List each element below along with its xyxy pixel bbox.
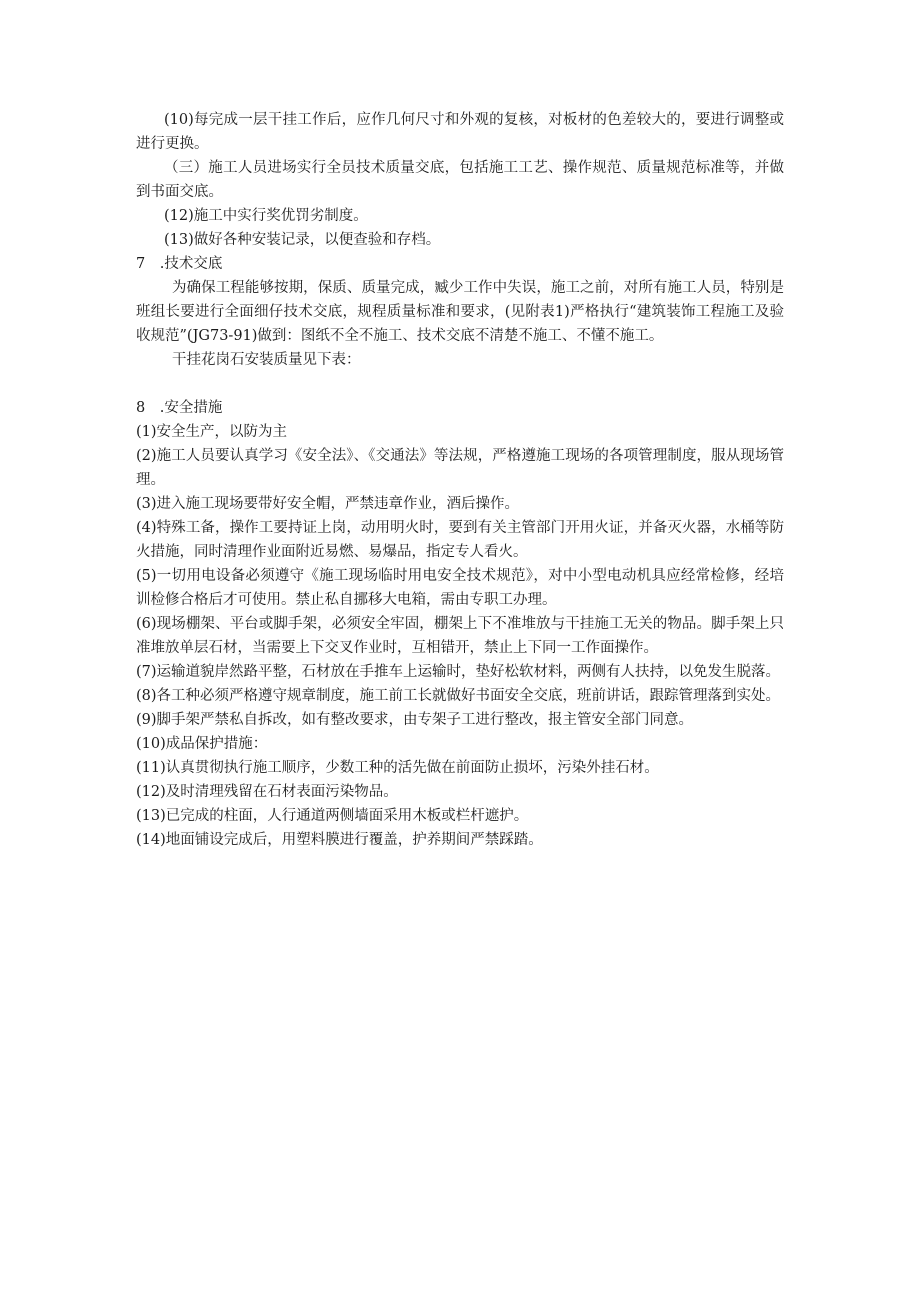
- section-7-paragraph: 为确保工程能够按期，保质、质量完成，臧少工作中失误，施工之前，对所有施工人员，特别是班组长要进行全面细仔技术交底，规程质量标准和要求，(见附表1)严格执行“建筑装饰工程施工及验收规范”(JG73-91)做到：图纸不全不施工、技术交底不清楚不施工、不懂不施工。: [136, 280, 784, 344]
- list-item: (8)各工种必须严格遵守规章制度，施工前工长就做好书面安全交底，班前讲话，跟踪管理落到实处。: [136, 688, 781, 704]
- list-item: (13)已完成的柱面，人行通道两侧墙面采用木板或栏杆遮护。: [136, 808, 529, 824]
- paragraph-item-13: (13)做好各种安装记录，以便查验和存档。: [164, 232, 441, 248]
- list-item: (2)施工人员要认真学习《安全法》、《交通法》等法规，严格遵施工现场的各项管理制度，服从现场管理。: [136, 448, 784, 488]
- list-item: (10)成品保护措施：: [136, 736, 268, 752]
- section-7-heading: 7 .技术交底: [136, 256, 223, 272]
- section-7-table-note: 干挂花岗石安装质量见下表：: [172, 352, 361, 368]
- list-item: (4)特殊工备，操作工要持证上岗，动用明火时，要到有关主管部门开用火证，并备灭火器，水桶等防火措施，同时清理作业面附近易燃、易爆品，指定专人看火。: [136, 520, 784, 560]
- section-8-heading: 8 .安全措施: [136, 400, 223, 416]
- list-item: (1)安全生产，以防为主: [136, 424, 288, 440]
- list-item: (9)脚手架严禁私自拆改，如有整改要求，由专架子工进行整改，报主管安全部门同意。: [136, 712, 694, 728]
- list-item: (12)及时清理残留在石材表面污染物品。: [136, 784, 398, 800]
- blank-gap: [136, 372, 784, 396]
- paragraph-item-12: (12)施工中实行奖优罚劣制度。: [164, 208, 368, 224]
- list-item: (3)进入施工现场要带好安全帽，严禁违章作业，酒后操作。: [136, 496, 520, 512]
- paragraph-item-3-briefing: （三）施工人员进场实行全员技术质量交底，包括施工工艺、操作规范、质量规范标准等，并做到书面交底。: [136, 160, 784, 200]
- list-item: (6)现场棚架、平台或脚手架，必须安全牢固，棚架上下不准堆放与干挂施工无关的物品。脚手架上只准堆放单层石材，当需要上下交叉作业时，互相错开，禁止上下同一工作面操作。: [136, 616, 784, 656]
- document-page: [136, 108, 784, 852]
- list-item: (5)一切用电设备必须遵守《施工现场临时用电安全技术规范》，对中小型电动机具应经常检修，经培训检修合格后才可使用。禁止私自挪移大电箱，需由专职工办理。: [136, 568, 784, 608]
- list-item: (7)运输道貌岸然路平整，石材放在手推车上运输时，垫好松软材料，两侧有人扶持，以免发生脱落。: [136, 664, 781, 680]
- list-item: (11)认真贯彻执行施工顺序，少数工种的活先做在前面防止损坏，污染外挂石材。: [136, 760, 659, 776]
- list-item: (14)地面铺设完成后，用塑料膜进行覆盖，护养期间严禁踩踏。: [136, 832, 543, 848]
- paragraph-item-10: (10)每完成一层干挂工作后，应作几何尺寸和外观的复核，对板材的色差较大的，要进行调整或进行更换。: [136, 112, 784, 152]
